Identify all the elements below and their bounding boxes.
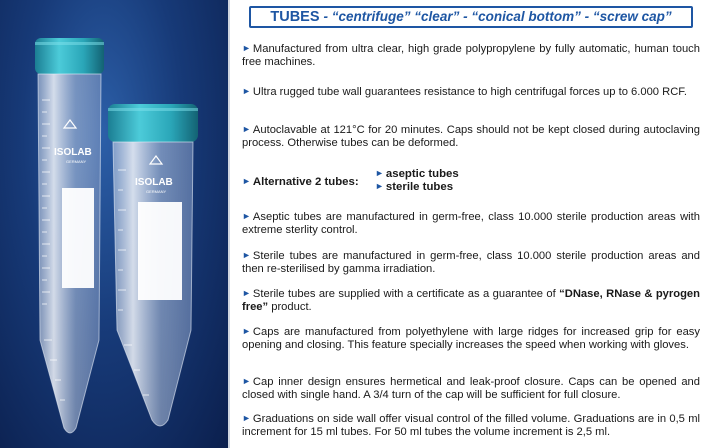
svg-text:ISOLAB: ISOLAB [135, 177, 173, 188]
bullet-sterile: ► Sterile tubes are manufactured in germ-free, class 10.000 sterile production areas and then re-sterilised by gamma irradiation. [242, 250, 700, 276]
tube-50ml-label-area [138, 202, 182, 300]
bullet-arrow-icon: ► [242, 86, 251, 96]
bullet-arrow-icon: ► [242, 288, 251, 298]
bullet-arrow-icon: ► [242, 124, 251, 134]
bullet-arrow-icon: ► [242, 176, 251, 186]
bullet-material: ► Manufactured from ultra clear, high grade polypropylene by fully automatic, human touch free machines. [242, 43, 700, 69]
bullet-aseptic: ► Aseptic tubes are manufactured in germ-free, class 10.000 sterile production areas with extreme sterlity control. [242, 211, 700, 237]
alternatives-list [375, 167, 459, 193]
tube-15ml-label-area [62, 188, 94, 288]
tube-50ml [108, 104, 198, 426]
svg-text:GERMANY: GERMANY [66, 159, 87, 164]
bullet-arrow-icon: ► [375, 168, 384, 178]
description-panel [241, 0, 701, 448]
bullet-certificate: ► Sterile tubes are supplied with a certificate as a guarantee of “DNase, RNase & pyrogen free” product. [242, 288, 700, 314]
svg-text:GERMANY: GERMANY [146, 189, 167, 194]
product-photo [0, 0, 230, 448]
bullet-arrow-icon: ► [242, 250, 251, 260]
alternative-item: ► sterile tubes [375, 181, 454, 193]
bullet-arrow-icon: ► [242, 43, 251, 53]
alternatives-label: ► Alternative 2 tubes: [242, 176, 359, 188]
bullet-caps: ► Caps are manufactured from polyethylene with large ridges for increased grip for easy opening and closing. This feature specially increases the speed when working with gloves. [242, 326, 700, 352]
bullet-cap-design: ► Cap inner design ensures hermetical and leak-proof closure. Caps can be opened and closed with single hand. A 3/4 turn of the cap will be sufficient for full closure. [242, 376, 700, 402]
bullet-rcf: ► Ultra rugged tube wall guarantees resistance to high centrifugal forces up to 6.000 RCF. [242, 86, 687, 98]
bullet-arrow-icon: ► [242, 326, 251, 336]
bullet-arrow-icon: ► [375, 181, 384, 191]
bullet-arrow-icon: ► [242, 211, 251, 221]
page-title [249, 6, 693, 28]
bullet-autoclave: ► Autoclavable at 121°C for 20 minutes. Caps should not be kept closed during autoclaving process. Otherwise tubes can be deformed. [242, 124, 700, 150]
title-subtitle: - “centrifuge” “clear” - “conical bottom” - “screw cap” [323, 9, 672, 24]
tube-15ml [35, 38, 104, 433]
alternative-item: ► aseptic tubes [375, 168, 459, 180]
tubes-illustration [0, 0, 228, 448]
title-main: TUBES [270, 9, 320, 25]
bullet-graduations: ► Graduations on side wall offer visual control of the filled volume. Graduations are in 0,5 ml increment for 15 ml tubes. For 50 ml tubes the volume increment is 2,5 ml. [242, 413, 700, 439]
bullet-arrow-icon: ► [242, 413, 251, 423]
bullet-arrow-icon: ► [242, 376, 251, 386]
svg-text:ISOLAB: ISOLAB [54, 147, 92, 158]
